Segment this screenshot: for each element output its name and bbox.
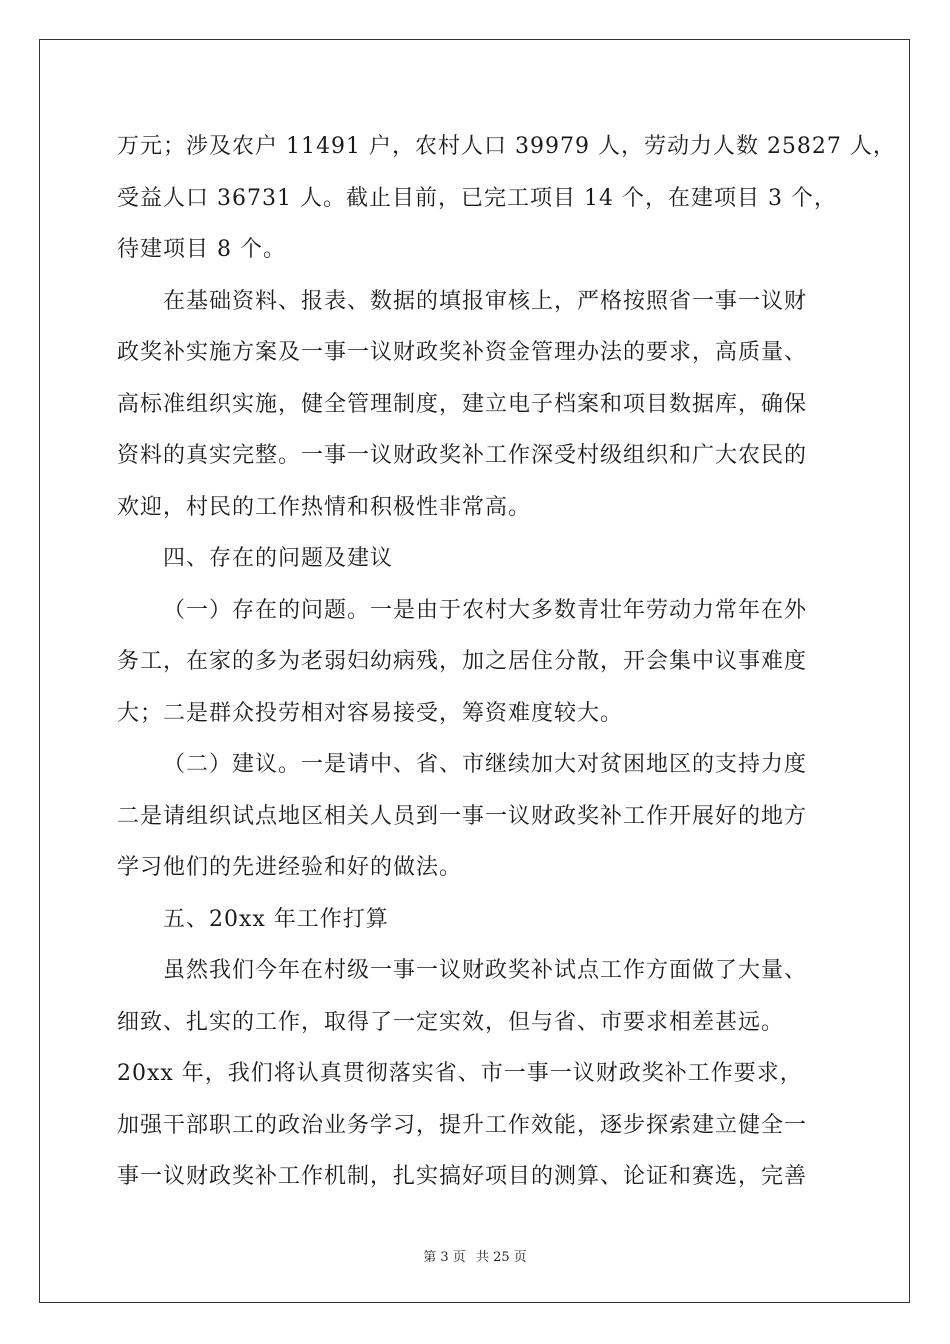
text-line: 学习他们的先进经验和好的做法。 xyxy=(117,855,463,880)
text-line: 四、存在的问题及建议 xyxy=(163,546,394,571)
page-total: 共 25 页 xyxy=(475,1250,527,1265)
text-line: 政奖补实施方案及一事一议财政奖补资金管理办法的要求，高质量、 xyxy=(117,340,808,365)
text-line: 大；二是群众投劳相对容易接受，筹资难度较大。 xyxy=(117,700,624,726)
text-line: 二是请组织试点地区相关人员到一事一议财政奖补工作开展好的地方 xyxy=(117,803,808,829)
text-line: 万元；涉及农户 11491 户，农村人口 39979 人，劳动力人数 25827 人， xyxy=(117,134,896,159)
text-line: 虽然我们今年在村级一事一议财政奖补试点工作方面做了大量、 xyxy=(163,958,808,983)
page-number: 第 3 页 xyxy=(423,1250,466,1265)
text-line: 细致、扎实的工作，取得了一定实效，但与省、市要求相差甚远。 xyxy=(117,1009,785,1035)
text-line: 受益人口 36731 人。截止目前，已完工项目 14 个，在建项目 3 个， xyxy=(117,185,837,211)
text-line: 事一议财政奖补工作机制，扎实搞好项目的测算、论证和赛选，完善 xyxy=(117,1164,808,1189)
page-footer xyxy=(0,1246,950,1265)
text-line: 在基础资料、报表、数据的填报审核上，严格按照省一事一议财 xyxy=(163,288,808,314)
text-line: 务工，在家的多为老弱妇幼病残，加之居住分散，开会集中议事难度 xyxy=(117,649,808,674)
text-line: 五、20xx 年工作打算 xyxy=(163,906,389,932)
document-body xyxy=(117,126,896,1208)
text-line: 高标准组织实施，健全管理制度，建立电子档案和项目数据库，确保 xyxy=(117,391,808,417)
text-line: 20xx 年，我们将认真贯彻落实省、市一事一议财政奖补工作要求， xyxy=(117,1061,803,1086)
text-line: 加强干部职工的政治业务学习，提升工作效能，逐步探索建立健全一 xyxy=(117,1112,808,1138)
text-line: （一）存在的问题。一是由于农村大多数青壮年劳动力常年在外 xyxy=(163,597,808,623)
text-line: 资料的真实完整。一事一议财政奖补工作深受村级组织和广大农民的 xyxy=(117,443,808,468)
text-line: 待建项目 8 个。 xyxy=(117,237,286,262)
text-line: 欢迎，村民的工作热情和积极性非常高。 xyxy=(117,494,532,520)
text-line: （二）建议。一是请中、省、市继续加大对贫困地区的支持力度 xyxy=(163,752,808,777)
